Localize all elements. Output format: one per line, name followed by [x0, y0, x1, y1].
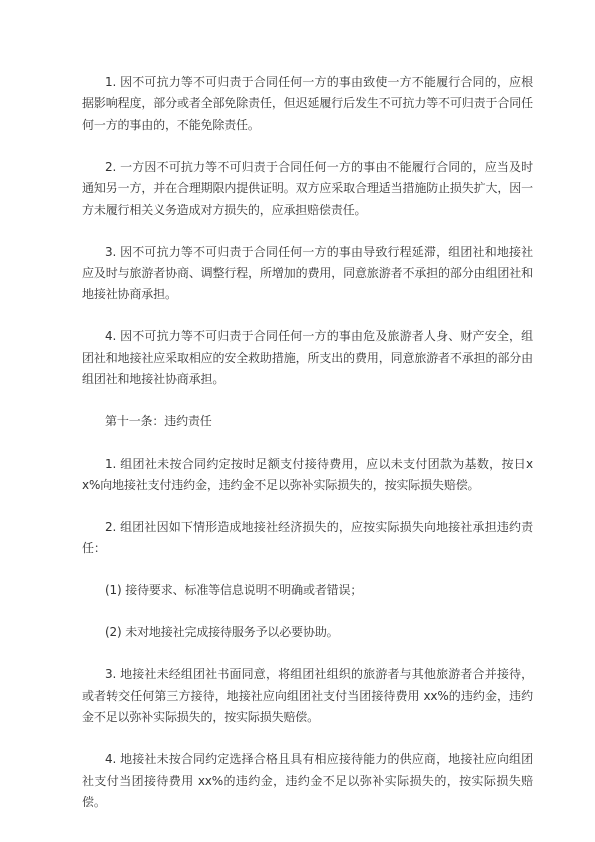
- section-heading-article-11: 第十一条：违约责任: [105, 414, 212, 429]
- breach-clause-2: 2. 组团社因如下情形造成地接社经济损失的，应按实际损失向地接社承担违约责任：: [82, 520, 533, 556]
- breach-clause-1: 1. 组团社未按合同约定按时足额支付接待费用，应以未支付团款为基数，按日xx%向地接社支付违约金，违约金不足以弥补实际损失的，按实际损失赔偿。: [82, 456, 533, 493]
- breach-clause-2-item-1: (1) 接待要求、标准等信息说明不明确或者错误；: [105, 583, 363, 598]
- breach-clause-3: 3. 地接社未经组团社书面同意，将组团社组织的旅游者与其他旅游者合并接待，或者转交任何第三方接待，地接社应向组团社支付当团接待费用 xx%的违约金，违约金不足以弥补实际损失的，按实际损失赔偿。: [82, 667, 533, 725]
- force-majeure-clause-4: 4. 因不可抗力等不可归责于合同任何一方的事由危及旅游者人身、财产安全，组团社和地接社应采取相应的安全救助措施，所支出的费用，同意旅游者不承担的部分由组团社和地接社协商承担。: [82, 329, 533, 387]
- force-majeure-clause-1: 1. 因不可抗力等不可归责于合同任何一方的事由致使一方不能履行合同的，应根据影响程度，部分或者全部免除责任，但迟延履行后发生不可抗力等不可归责于合同任何一方的事由的，不能免除责任。: [82, 75, 533, 132]
- force-majeure-clause-2: 2. 一方因不可抗力等不可归责于合同任何一方的事由不能履行合同的，应当及时通知另一方，并在合理期限内提供证明。双方应采取合理适当措施防止损失扩大，因一方未履行相关义务造成对方损失的，应承担赔偿责任。: [82, 159, 533, 217]
- breach-clause-4: 4. 地接社未按合同约定选择合格且具有相应接待能力的供应商，地接社应向组团社支付当团接待费用 xx%的违约金，违约金不足以弥补实际损失的，按实际损失赔偿。: [82, 752, 533, 810]
- force-majeure-clause-3: 3. 因不可抗力等不可归责于合同任何一方的事由导致行程延滞，组团社和地接社应及时与旅游者协商、调整行程，所增加的费用，同意旅游者不承担的部分由组团社和地接社协商承担。: [82, 244, 533, 302]
- breach-clause-2-item-2: (2) 未对地接社完成接待服务予以必要协助。: [105, 625, 339, 640]
